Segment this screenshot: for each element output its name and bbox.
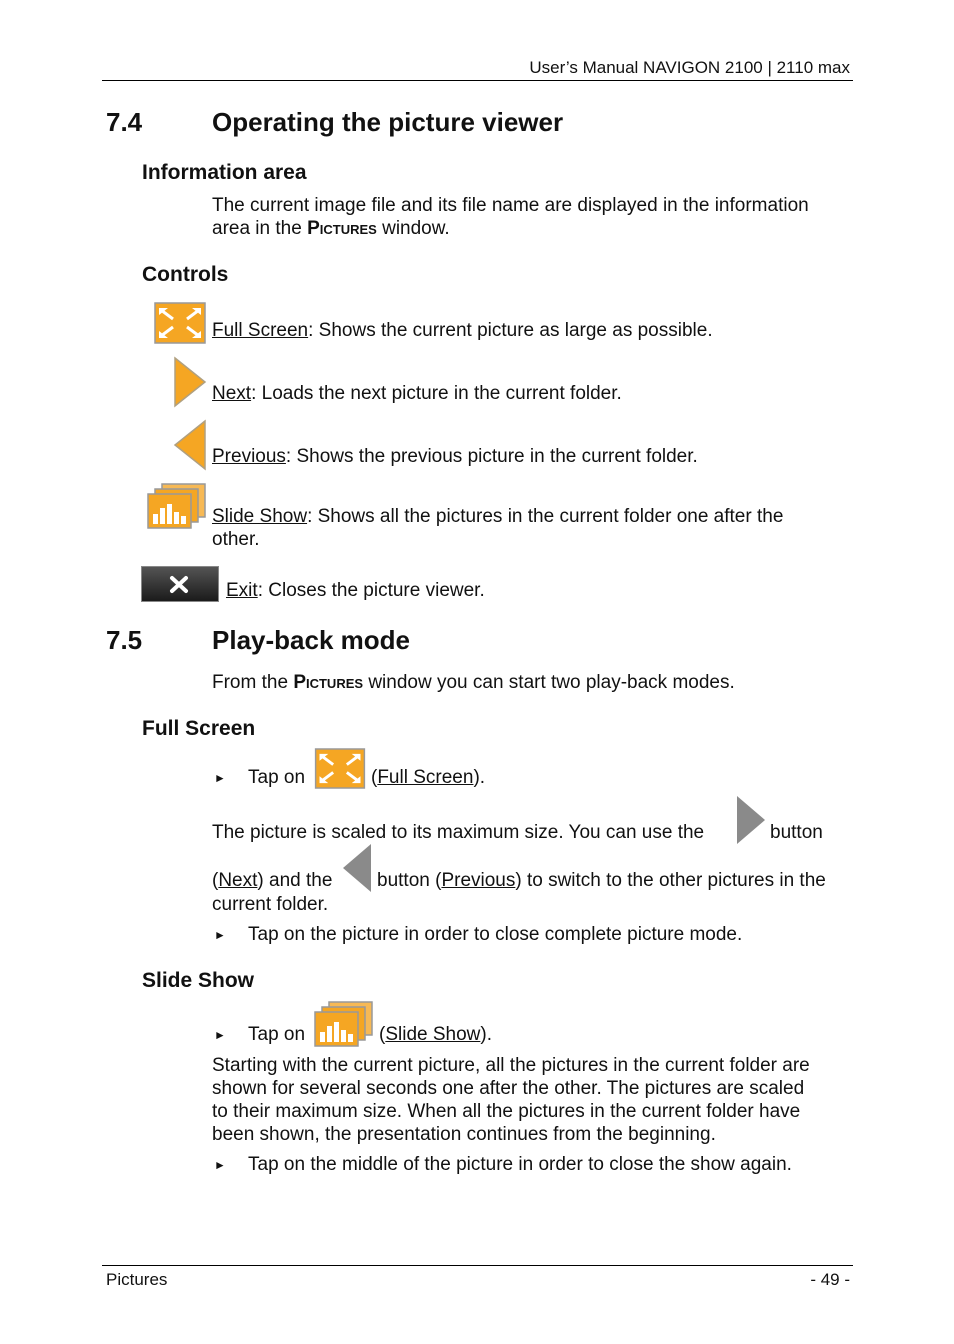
subheading-full-screen: Full Screen <box>142 717 256 740</box>
bullet-icon: ► <box>214 1028 226 1042</box>
text-span: ). <box>473 767 486 788</box>
text-line <box>212 217 852 240</box>
slideshow-link[interactable]: Slide Show <box>212 506 308 527</box>
page-number: - 49 - <box>810 1270 850 1289</box>
next-link[interactable]: Next <box>212 383 252 404</box>
control-next-desc <box>212 382 852 405</box>
previous-arrow-icon <box>173 419 207 471</box>
subheading-controls: Controls <box>142 263 229 286</box>
exit-link[interactable]: Exit <box>226 580 258 601</box>
close-icon <box>141 566 219 602</box>
text-span: button <box>770 822 823 843</box>
control-slideshow-desc <box>212 505 852 551</box>
slideshow-link[interactable]: Slide Show <box>385 1024 481 1045</box>
bullet-icon: ► <box>214 928 226 942</box>
control-fullscreen-desc <box>212 319 852 342</box>
fs-paragraph-line1: The picture is scaled to its maximum size. You can use the <box>212 822 705 843</box>
text-span: ) to switch to the other pictures in the <box>515 870 826 891</box>
text-span: ( <box>212 870 219 891</box>
text-span: : Closes the picture viewer. <box>257 580 485 601</box>
info-paragraph <box>212 194 852 240</box>
bullet-icon: ► <box>214 771 226 785</box>
text-span: window. <box>376 218 450 239</box>
running-header: User’s Manual NAVIGON 2100 | 2110 max <box>529 58 850 77</box>
fs-paragraph-line3: current folder. <box>212 894 329 915</box>
bullet-icon: ► <box>214 1158 226 1172</box>
fs-bullet-close: Tap on the picture in order to close complete picture mode. <box>248 924 743 945</box>
fullscreen-link[interactable]: Full Screen <box>377 767 474 788</box>
slideshow-icon <box>314 1000 374 1048</box>
text-span: From the <box>212 672 294 693</box>
ss-paragraph <box>212 1054 852 1146</box>
text-span: : Loads the next picture in the current folder. <box>251 383 622 404</box>
text-span: ( <box>379 1024 386 1045</box>
fs-paragraph-line2b <box>377 869 853 892</box>
text-line: been shown, the presentation continues from the beginning. <box>212 1124 716 1145</box>
section-title: Play-back mode <box>212 625 410 655</box>
previous-arrow-icon <box>342 843 372 893</box>
previous-link[interactable]: Previous <box>212 446 286 467</box>
ss-bullet-close: Tap on the middle of the picture in order to close the show again. <box>248 1154 792 1175</box>
control-previous-desc <box>212 445 852 468</box>
text-span: ) and the <box>257 870 333 891</box>
text-line: to their maximum size. When all the pictures in the current folder have <box>212 1101 801 1122</box>
text-line <box>212 505 852 528</box>
footer-chapter: Pictures <box>106 1270 168 1289</box>
next-link[interactable]: Next <box>218 870 258 891</box>
subheading-slide-show: Slide Show <box>142 969 255 992</box>
fs-tap-target <box>371 766 954 789</box>
ss-tap-label: Tap on <box>248 1024 306 1045</box>
text-span: area in the <box>212 218 308 239</box>
fullscreen-icon <box>314 748 366 789</box>
previous-link[interactable]: Previous <box>441 870 516 891</box>
playback-intro <box>212 671 852 694</box>
slideshow-icon <box>147 482 207 530</box>
text-span: ( <box>371 767 378 788</box>
text-span: : Shows all the pictures in the current folder one after the <box>307 506 784 527</box>
text-span: : Shows the current picture as large as possible. <box>308 320 713 341</box>
text-span: ). <box>480 1024 492 1045</box>
section-title: Operating the picture viewer <box>212 107 564 137</box>
text-span: : Shows the previous picture in the current folder. <box>285 446 698 467</box>
fullscreen-link[interactable]: Full Screen <box>212 320 309 341</box>
next-arrow-icon <box>736 795 766 845</box>
section-number: 7.4 <box>106 107 143 137</box>
fullscreen-icon <box>154 302 206 344</box>
header-rule <box>102 80 853 81</box>
fs-tap-label: Tap on <box>248 767 306 788</box>
next-arrow-icon <box>173 356 207 408</box>
text-line: Starting with the current picture, all the pictures in the current folder are <box>212 1055 810 1076</box>
control-exit-desc <box>226 579 866 602</box>
text-line: The current image file and its file name are displayed in the information <box>212 195 809 216</box>
text-span: window you can start two play-back modes. <box>363 672 735 693</box>
pictures-window-name: Pictures <box>293 672 364 693</box>
pictures-window-name: Pictures <box>307 218 377 239</box>
text-span: button ( <box>377 870 442 891</box>
footer-rule <box>102 1265 853 1266</box>
text-line: shown for several seconds one after the other. The pictures are scaled <box>212 1078 805 1099</box>
text-line: other. <box>212 529 260 550</box>
section-number: 7.5 <box>106 625 143 655</box>
ss-tap-target <box>379 1023 954 1046</box>
subheading-information-area: Information area <box>142 161 307 184</box>
